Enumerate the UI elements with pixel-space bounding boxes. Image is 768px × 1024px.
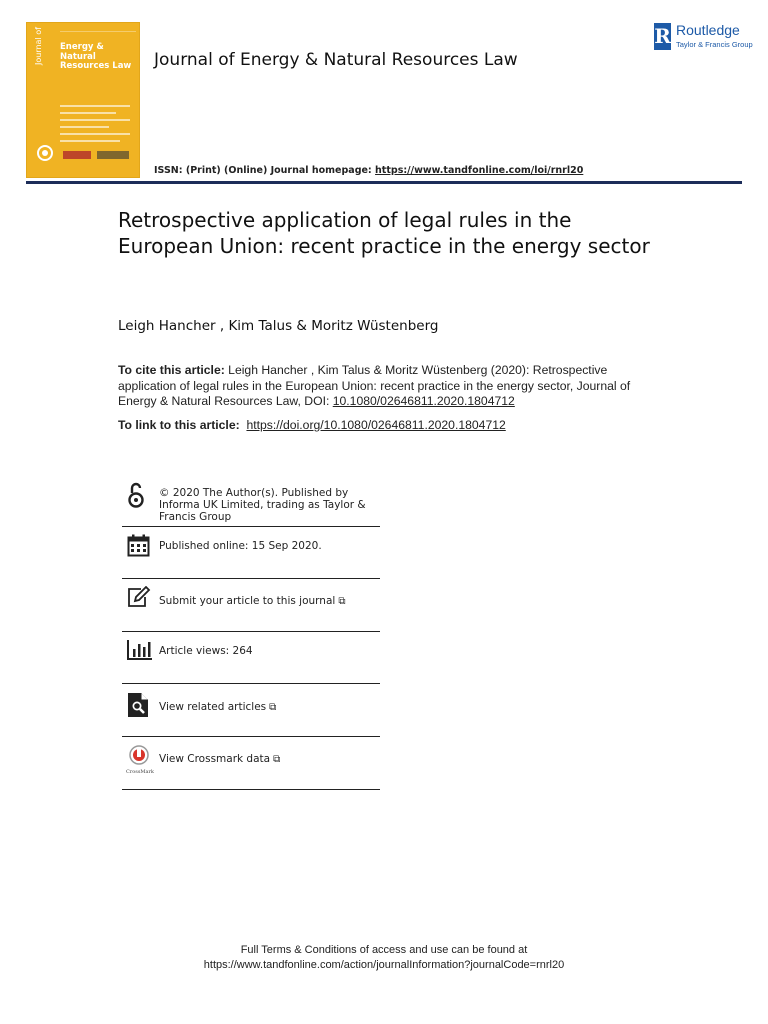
- submit-row[interactable]: [122, 579, 380, 632]
- copyright-row: [122, 480, 380, 526]
- published-row: [122, 527, 380, 579]
- edit-icon: [127, 586, 151, 612]
- views-row: [122, 632, 380, 684]
- document-search-icon: [127, 692, 149, 722]
- view-related-articles-link[interactable]: [159, 701, 276, 714]
- cover-publisher-logo-icon: [97, 151, 129, 159]
- footer: [0, 943, 768, 973]
- submit-article-link[interactable]: [159, 595, 345, 608]
- crossmark-icon-label: CrossMark: [126, 769, 154, 775]
- header-rule: [26, 181, 742, 184]
- crossmark-icon: [126, 745, 154, 775]
- article-link-line: [118, 418, 506, 432]
- calendar-icon: [127, 534, 150, 561]
- publisher-name: Routledge: [676, 22, 740, 38]
- cover-title: Energy & Natural Resources Law: [60, 42, 132, 71]
- cover-logo-icon: [63, 151, 91, 159]
- routledge-logo: [654, 22, 754, 52]
- cover-rule: [60, 31, 136, 35]
- open-access-icon: [127, 481, 145, 513]
- article-authors: Leigh Hancher , Kim Talus & Moritz Wüstenberg: [118, 318, 439, 334]
- submit-article-label: Submit your article to this journal: [159, 595, 336, 607]
- issn-line: [154, 165, 583, 176]
- footer-terms-text: Full Terms & Conditions of access and use can be found at: [240, 944, 528, 956]
- crossmark-label: View Crossmark data: [159, 753, 271, 765]
- issn-label: ISSN: (Print) (Online) Journal homepage:: [154, 165, 372, 176]
- journal-homepage-link[interactable]: https://www.tandfonline.com/loi/rnrl20: [375, 165, 584, 176]
- external-link-icon: ⧉: [338, 596, 346, 607]
- link-label: To link to this article:: [118, 418, 240, 432]
- view-crossmark-link[interactable]: [159, 753, 280, 766]
- article-doi-url-link[interactable]: https://doi.org/10.1080/02646811.2020.1804712: [246, 418, 506, 432]
- published-date: Published online: 15 Sep 2020.: [159, 540, 322, 552]
- related-row[interactable]: [122, 684, 380, 737]
- external-link-icon: ⧉: [273, 754, 281, 765]
- copyright-text: © 2020 The Author(s). Published by Informa UK Limited, trading as Taylor & Francis Group: [159, 487, 366, 523]
- cover-side-text: Journal of: [34, 27, 43, 65]
- footer-terms-url[interactable]: https://www.tandfonline.com/action/journalInformation?journalCode=rnrl20: [203, 959, 565, 971]
- crossmark-row[interactable]: [122, 737, 380, 790]
- related-articles-label: View related articles: [159, 701, 267, 713]
- cover-contents-lines: [60, 105, 130, 147]
- article-title: Retrospective application of legal rules in the European Union: recent practice in the energy sector: [118, 208, 650, 258]
- external-link-icon: ⧉: [269, 702, 277, 713]
- citation-block: [118, 363, 638, 410]
- doi-link[interactable]: 10.1080/02646811.2020.1804712: [332, 394, 515, 408]
- bar-chart-icon: [127, 640, 153, 664]
- publisher-subtitle: Taylor & Francis Group: [676, 40, 753, 49]
- journal-title: Journal of Energy & Natural Resources Law: [154, 50, 518, 70]
- cite-text: Leigh Hancher , Kim Talus & Moritz Wüstenberg (2020): Retrospective application of legal rules in the European Union: recent practice in the energy sector, Journal of Energy & Natural Resources Law, DOI:: [118, 363, 631, 408]
- cover-emblem-icon: [37, 145, 53, 161]
- journal-cover-image: [26, 22, 140, 178]
- routledge-r-icon: R: [654, 24, 671, 48]
- info-divider: [122, 789, 380, 790]
- article-views: Article views: 264: [159, 645, 253, 657]
- cite-label: To cite this article:: [118, 363, 225, 377]
